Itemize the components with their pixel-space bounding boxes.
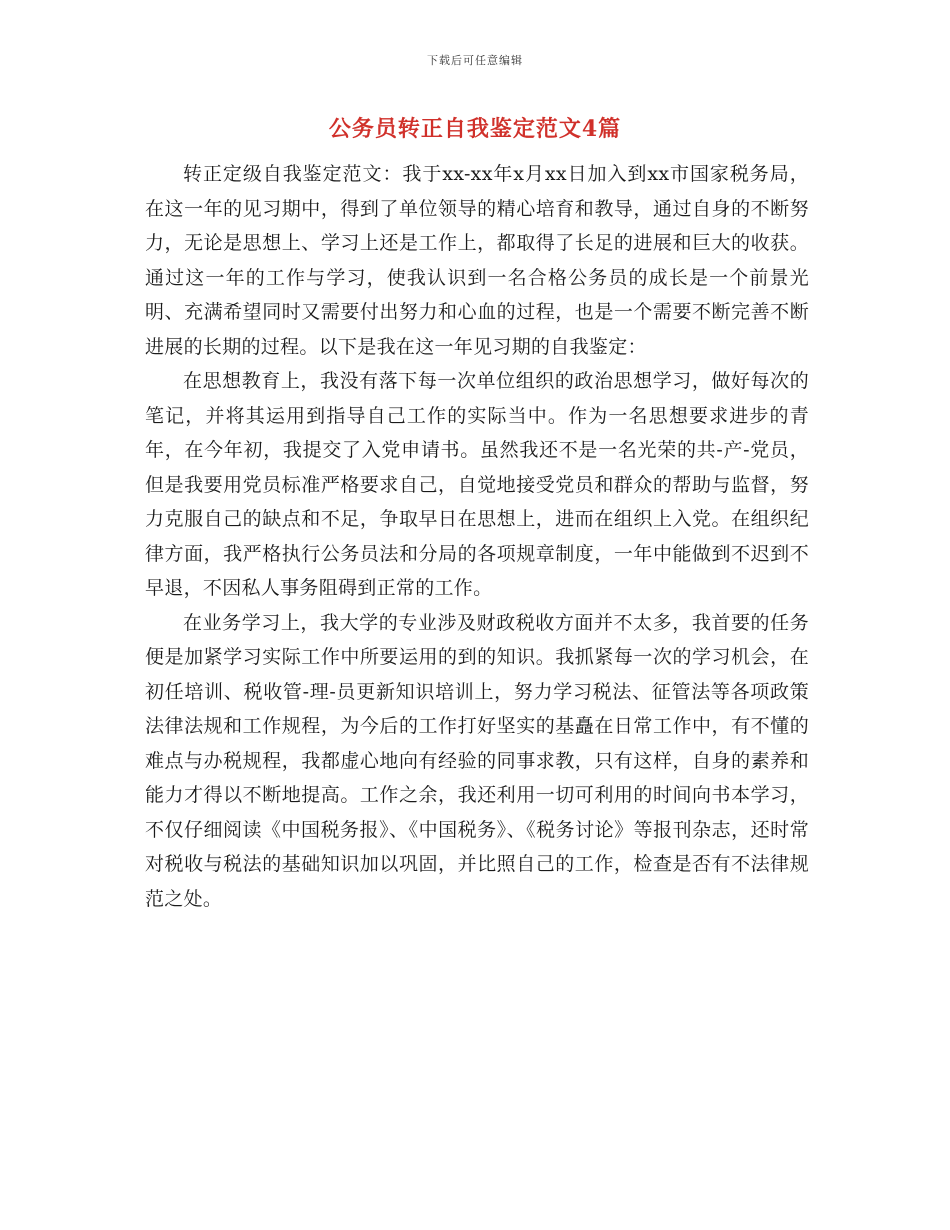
paragraph-1: 转正定级自我鉴定范文：我于xx-xx年x月xx日加入到xx市国家税务局，在这一年的见习期中，得到了单位领导的精心培育和教导，通过自身的不断努力，无论是思想上、学习上还是工作上，都取得了长足的进展和巨大的收获。通过这一年的工作与学习，使我认识到一名合格公务员的成长是一个前景光明、充满希望同时又需要付出努力和心血的过程，也是一个需要不断完善不断进展的长期的过程。以下是我在这一年见习期的自我鉴定： bbox=[145, 163, 809, 358]
document-title: 公务员转正自我鉴定范文4篇 bbox=[328, 116, 622, 142]
document-body bbox=[145, 157, 809, 916]
paragraph-2: 在思想教育上，我没有落下每一次单位组织的政治思想学习，做好每次的笔记，并将其运用到指导自己工作的实际当中。作为一名思想要求进步的青年，在今年初，我提交了入党申请书。虽然我还不是一名光荣的共-产-党员，但是我要用党员标准严格要求自己，自觉地接受党员和群众的帮助与监督，努力克服自己的缺点和不足，争取早日在思想上，进而在组织上入党。在组织纪律方面，我严格执行公务员法和分局的各项规章制度，一年中能做到不迟到不早退，不因私人事务阻碍到正常的工作。 bbox=[145, 370, 809, 599]
page-header-note: 下载后可任意编辑 bbox=[427, 54, 523, 67]
paragraph-3: 在业务学习上，我大学的专业涉及财政税收方面并不太多，我首要的任务便是加紧学习实际工作中所要运用的到的知识。我抓紧每一次的学习机会，在初任培训、税收管-理-员更新知识培训上，努力学习税法、征管法等各项政策法律法规和工作规程，为今后的工作打好坚实的基矗在日常工作中，有不懂的难点与办税规程，我都虚心地向有经验的同事求教，只有这样，自身的素养和能力才得以不断地提高。工作之余，我还利用一切可利用的时间向书本学习，不仅仔细阅读《中国税务报》、《中国税务》、《税务讨论》等报刊杂志，还时常对税收与税法的基础知识加以巩固，并比照自己的工作，检查是否有不法律规范之处。 bbox=[145, 611, 809, 910]
